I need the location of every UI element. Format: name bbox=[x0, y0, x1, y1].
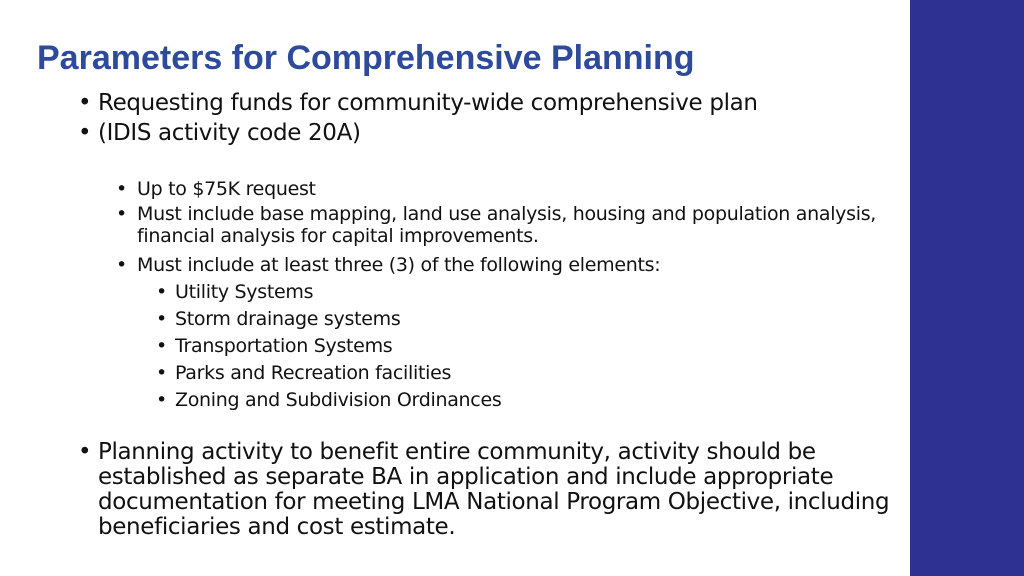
request-limit-text: Up to $75K request bbox=[137, 178, 316, 200]
element-text: Parks and Recreation facilities bbox=[175, 362, 452, 384]
intro-list bbox=[76, 88, 896, 148]
element-text: Utility Systems bbox=[175, 281, 314, 303]
intro-item-text: (IDIS activity code 20A) bbox=[98, 120, 361, 146]
bullet-icon: • bbox=[116, 254, 127, 276]
list-item bbox=[137, 306, 894, 333]
bullet-icon: • bbox=[116, 203, 127, 225]
list-item bbox=[76, 88, 896, 118]
bullet-icon: • bbox=[78, 90, 92, 116]
list-item bbox=[114, 252, 894, 414]
list-item bbox=[137, 333, 894, 360]
bullet-icon: • bbox=[156, 362, 167, 384]
elements-list bbox=[137, 279, 894, 414]
requirements-list bbox=[114, 176, 894, 414]
closing-text: Planning activity to benefit entire community, activity should be established as separate BA in application and include appropriate documentation for meeting LMA National Program Objective, including beneficiaries and cost estimate. bbox=[98, 439, 890, 540]
bullet-icon: • bbox=[156, 281, 167, 303]
list-item bbox=[137, 360, 894, 387]
list-item bbox=[76, 440, 896, 540]
bullet-icon: • bbox=[156, 335, 167, 357]
slide-title: Parameters for Comprehensive Planning bbox=[37, 39, 695, 77]
element-text: Storm drainage systems bbox=[175, 308, 401, 330]
bullet-icon: • bbox=[156, 308, 167, 330]
list-item bbox=[137, 387, 894, 414]
list-item bbox=[76, 118, 896, 148]
bullet-icon: • bbox=[78, 120, 92, 146]
closing-list bbox=[76, 440, 896, 540]
list-item bbox=[114, 176, 894, 203]
intro-item-text: Requesting funds for community-wide comprehensive plan bbox=[98, 90, 758, 116]
bullet-icon: • bbox=[78, 439, 92, 465]
bullet-icon: • bbox=[156, 389, 167, 411]
must-include-text: Must include base mapping, land use analysis, housing and population analysis, financial analysis for capital improvements. bbox=[137, 203, 877, 247]
elements-intro-text: Must include at least three (3) of the following elements: bbox=[137, 254, 661, 276]
list-item bbox=[114, 203, 894, 247]
element-text: Transportation Systems bbox=[175, 335, 393, 357]
list-item bbox=[137, 279, 894, 306]
bullet-icon: • bbox=[116, 178, 127, 200]
element-text: Zoning and Subdivision Ordinances bbox=[175, 389, 502, 411]
accent-sidebar bbox=[910, 0, 1024, 576]
